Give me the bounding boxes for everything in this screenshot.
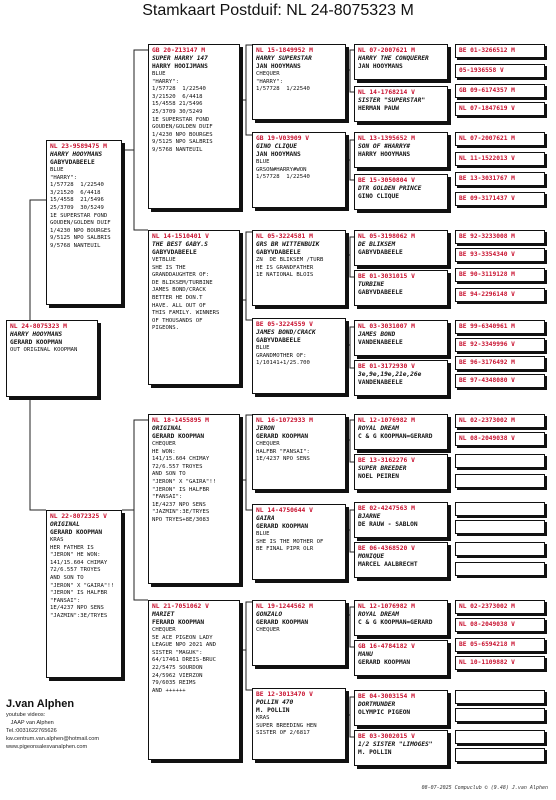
pigeon-card-g4[interactable] (354, 600, 448, 636)
pigeon-name: BJARNE (358, 513, 381, 520)
pigeon-name: ROYAL DREAM (358, 611, 399, 618)
pigeon-card-g4[interactable] (354, 454, 448, 490)
pigeon-ring-g5[interactable]: BE 90-3119128 M (455, 268, 545, 282)
owner-name: JAN HOOYMANS (256, 63, 301, 70)
pigeon-name: 1/2 SISTER "LIMOGES" (358, 741, 433, 748)
pigeon-name: HARRY HOOYMANS (10, 331, 63, 338)
owner-name: FERARD KOOPMAN (152, 619, 205, 626)
pigeon-ring-g5[interactable]: NL 08-2049038 V (455, 618, 545, 632)
pigeon-name: JAMES BOND/CRACK (256, 329, 316, 336)
pigeon-ring-g5[interactable] (455, 730, 545, 744)
ring-number: BE 01-3031015 V (358, 273, 415, 280)
pigeon-name: HARRY HOOYMANS (50, 151, 103, 158)
pigeon-card-g4[interactable] (354, 690, 448, 726)
pigeon-ring-g5[interactable] (455, 502, 545, 516)
pigeon-notes: CHEQUER HE WON: 141/15.604 CHIMAY 72/6.557 TROYES AND SON TO "JERON" X "GAIRA"!! "JERON" IS HALFBR "FANSAI": 1E/4237 NPO SENS "JAZMIN":3E/TRYES NPO TRYES+8E/3083 (152, 441, 216, 523)
pigeon-ring-g5[interactable] (455, 690, 545, 704)
pigeon-card-g4[interactable] (354, 360, 448, 396)
pigeon-name: GONZALO (256, 611, 283, 618)
owner-name: GERARD KOOPMAN (358, 659, 411, 666)
breeder-website[interactable]: www.pigeonsalesvanalphen.com (6, 744, 88, 750)
pigeon-name: MONIQUE (358, 553, 385, 560)
pigeon-name: POLLIN 470 (256, 699, 294, 706)
pigeon-ring-g5[interactable]: BE 93-3354340 V (455, 248, 545, 262)
owner-name: HERMAN PAUW (358, 105, 399, 112)
owner-name: M. POLLIN (358, 749, 392, 756)
owner-name: MARCEL AALBRECHT (358, 561, 418, 568)
pigeon-name: GINO CLIQUE (256, 143, 297, 150)
pigeon-notes: CHEQUER (256, 627, 280, 633)
ring-number: NL 18-1455895 M (152, 417, 209, 424)
owner-name: GERARD KOOPMAN (152, 433, 205, 440)
ring-number: GB 20-Z13147 M (152, 47, 206, 54)
pigeon-ring-g5[interactable]: BE 94-2296148 V (455, 288, 545, 302)
pigeon-ring-g5[interactable] (455, 708, 545, 722)
owner-name: JAN HOOYMANS (256, 151, 301, 158)
pigeon-name: SON OF #HARRY# (358, 143, 411, 150)
pigeon-card-ssd[interactable] (252, 132, 346, 208)
owner-name: GERARD KOOPMAN (10, 339, 63, 346)
pigeon-name: HARRY SUPERSTAR (256, 55, 312, 62)
owner-name: GERARD KOOPMAN (256, 619, 309, 626)
pigeon-ring-g5[interactable]: BE 96-3176492 M (455, 356, 545, 370)
pigeon-card-g4[interactable] (354, 640, 448, 676)
owner-name: NOEL PEIREN (358, 473, 399, 480)
owner-name: GABYVDABEELE (256, 249, 301, 256)
pigeon-notes: BLUE GRSON#HARRY#WON 1/57728 1/22540 (256, 159, 310, 181)
ring-number: NL 12-1076982 M (358, 417, 415, 424)
owner-name: GABYVDABEELE (152, 249, 197, 256)
breeder-name: J.van Alphen (6, 698, 75, 710)
pigeon-name: DTR GOLDEN PRINCE (358, 185, 422, 192)
owner-name: VANDENABEELE (358, 379, 403, 386)
ring-number: NL 22-8072325 V (50, 513, 107, 520)
pigeon-card-dds[interactable] (252, 600, 346, 666)
owner-name: VANDENABEELE (358, 339, 403, 346)
pigeon-notes: BLUE "HARRY": 1/57728 1/22540 3/21520 6/4418 15/4558 21/5496 25/3709 30/5249 1E SUPERSTAR FOND GOUDEN/GOLDEN DUIF 1/4230 NPO BOURGES 9/5125 NPO SALBRIS 9/5768 NANTEUIL (50, 167, 111, 249)
ring-number: BE 01-3172930 V (358, 363, 415, 370)
pigeon-card-g4[interactable] (354, 320, 448, 356)
ring-number: NL 19-1244562 M (256, 603, 313, 610)
pigeon-card-g4[interactable] (354, 730, 448, 766)
ring-number: GB 19-V03909 V (256, 135, 310, 142)
owner-name: C & G KOOPMAN=GERARD (358, 619, 433, 626)
pigeon-name: SUPER HARRY 147 (152, 55, 208, 62)
breeder-info (6, 697, 99, 751)
pigeon-card-ds[interactable] (148, 414, 240, 584)
ring-number: NL 14-4750644 V (256, 507, 313, 514)
pigeon-card-sds[interactable] (252, 230, 346, 306)
pigeon-card-g4[interactable] (354, 44, 448, 80)
pigeon-ring-g5[interactable]: NL 02-2373002 M (455, 414, 545, 428)
ring-number: NL 13-1395652 M (358, 135, 415, 142)
pigeon-card-g4[interactable] (354, 502, 448, 538)
owner-name: JAN HOOYMANS (358, 63, 403, 70)
pigeon-ring-g5[interactable]: GB 09-6174357 M (455, 84, 545, 98)
breeder-email[interactable]: kw.centrum.van.alphen@hotmail.com (6, 736, 100, 742)
page-title: Stamkaart Postduif: NL 24-8075323 M (142, 2, 414, 19)
pigeon-name: DORTMUNDER (358, 701, 396, 708)
pigeon-ring-g5[interactable]: NL 07-2007621 M (455, 132, 545, 146)
pigeon-notes: KRAS HER FATHER IS "JERON" HE WON: 141/15.604 CHIMAY 72/6.557 TROYES AND SON TO "JERON" X "GAIRA"!! "JERON" IS HALFBR "FANSAI": 1E/4237 NPO SENS "JAZMIN":3E/TRYES (50, 537, 114, 619)
ring-number: NL 05-3224581 M (256, 233, 313, 240)
pigeon-name: ORIGINAL (152, 425, 182, 432)
pigeon-card-sd[interactable] (148, 230, 240, 385)
pigeon-card-g4[interactable] (354, 230, 448, 266)
pigeon-name: ROYAL DREAM (358, 425, 399, 432)
pigeon-notes: BLUE GRANDMOTHER OF: 1/10141+1/25.700 (256, 345, 310, 367)
ring-number: NL 15-1849952 M (256, 47, 313, 54)
pigeon-notes: VETBLUE SHE IS THE GRANDDAUGHTER OF: DE BLIKSEM/TURBINE JAMES BOND/CRACK BETTER HE DON.T HAVE. ALL OUT OF THIS FAMILY. WINNERS OF THOUSANDS OF PIGEONS. (152, 257, 220, 332)
ring-number: BE 03-3002015 V (358, 733, 415, 740)
pigeon-ring-g5[interactable]: BE 97-4348080 V (455, 374, 545, 388)
pigeon-notes: KRAS SUPER BREEDING HEN SISTER OF 2/6817 (256, 715, 317, 737)
ring-number: BE 02-4247563 M (358, 505, 415, 512)
pigeon-card-sire[interactable] (46, 140, 122, 305)
ring-number: NL 05-3198062 M (358, 233, 415, 240)
pigeon-ring-g5[interactable] (455, 748, 545, 762)
ring-number: BE 12-3013470 V (256, 691, 313, 698)
ring-number: NL 07-2007621 M (358, 47, 415, 54)
pigeon-ring-g5[interactable]: BE 09-3171437 V (455, 192, 545, 206)
pigeon-card-dam[interactable] (46, 510, 122, 678)
ring-number: NL 21-7051062 V (152, 603, 209, 610)
pigeon-name: HARRY THE CONQUERER (358, 55, 429, 62)
pigeon-ring-g5[interactable] (455, 454, 545, 468)
pigeon-name: SUPER BREEDER (358, 465, 407, 472)
owner-name: GABYVDABEELE (358, 289, 403, 296)
pigeon-notes: CHEQUER "HARRY": 1/57728 1/22540 (256, 71, 310, 93)
pigeon-name: MANU (358, 651, 373, 658)
ring-number: NL 14-1510401 V (152, 233, 209, 240)
pigeon-name: DE BLIKSEM (358, 241, 396, 248)
pigeon-card-dd[interactable] (148, 600, 240, 760)
pigeon-ring-g5[interactable]: BE 05-6594218 M (455, 638, 545, 652)
ring-number: NL 03-3031007 M (358, 323, 415, 330)
owner-name: OLYMPIC PIGEON (358, 709, 411, 716)
pigeon-card-main[interactable] (6, 320, 98, 397)
pigeon-notes: BLUE SHE IS THE MOTHER OF BE FINAL PIPR OLR (256, 531, 324, 553)
owner-name: GABYVDABEELE (256, 337, 301, 344)
ring-number: BE 05-3224559 V (256, 321, 313, 328)
pigeon-ring-g5[interactable] (455, 542, 545, 556)
pigeon-ring-g5[interactable]: NL 10-1109882 V (455, 656, 545, 670)
pigeon-ring-g5[interactable]: NL 11-1522013 V (455, 152, 545, 166)
pigeon-name: TURBINE (358, 281, 385, 288)
pigeon-name: SISTER "SUPERSTAR" (358, 97, 426, 104)
pigeon-ring-g5[interactable]: BE 01-3266512 M (455, 44, 545, 58)
pigeon-name: 3e,9e,19e,21e,26e (358, 371, 422, 378)
pigeon-card-g4[interactable] (354, 270, 448, 306)
pigeon-name: GAIRA (256, 515, 275, 522)
breeder-line: JAAP van Alphen (6, 720, 54, 726)
ring-number: NL 14-1768214 V (358, 89, 415, 96)
pigeon-notes: OUT ORIGINAL KOOPMAN (10, 347, 78, 353)
pigeon-ring-g5[interactable] (455, 520, 545, 534)
ring-number: NL 24-8075323 M (10, 323, 67, 330)
ring-number: BE 06-4368520 V (358, 545, 415, 552)
pigeon-ring-g5[interactable] (455, 562, 545, 576)
pigeon-ring-g5[interactable]: NL 07-1847619 V (455, 102, 545, 116)
ring-number: GB 16-4784182 V (358, 643, 415, 650)
pigeon-ring-g5[interactable]: BE 13-3031767 M (455, 172, 545, 186)
pigeon-name: ORIGINAL (50, 521, 80, 528)
owner-name: M. POLLIN (256, 707, 290, 714)
print-info: 08-07-2025 Compuclub © (9.48) J.van Alphen (421, 785, 548, 791)
pigeon-card-sdd[interactable] (252, 318, 346, 394)
pigeon-notes: CHEQUER HALFBR "FANSAI": 1E/4237 NPO SENS (256, 441, 310, 463)
pigeon-ring-g5[interactable]: 05-1936558 V (455, 64, 545, 78)
ring-number: NL 12-1076982 M (358, 603, 415, 610)
pigeon-name: JAMES BOND (358, 331, 396, 338)
owner-name: GERARD KOOPMAN (50, 529, 103, 536)
breeder-phone: Tel.:0031622765626 (6, 728, 57, 734)
pigeon-card-g4[interactable] (354, 132, 448, 168)
pigeon-card-g4[interactable] (354, 414, 448, 450)
owner-name: GABYVDABEELE (358, 249, 403, 256)
pigeon-card-g4[interactable] (354, 86, 448, 122)
pigeon-name: MARIET (152, 611, 175, 618)
pigeon-ring-g5[interactable]: NL 08-2049038 V (455, 432, 545, 446)
owner-name: GABYVDABEELE (50, 159, 95, 166)
owner-name: HARRY HOOIJMANS (152, 63, 208, 70)
owner-name: GERARD KOOPMAN (256, 433, 309, 440)
owner-name: GERARD KOOPMAN (256, 523, 309, 530)
owner-name: GINO CLIQUE (358, 193, 399, 200)
pigeon-ring-g5[interactable]: BE 99-6340961 M (455, 320, 545, 334)
owner-name: HARRY HOOYMANS (358, 151, 411, 158)
pigeon-card-ddd[interactable] (252, 688, 346, 760)
ring-number: BE 04-3003154 M (358, 693, 415, 700)
owner-name: DE RAUW - SABLON (358, 521, 418, 528)
pigeon-ring-g5[interactable]: NL 02-2373002 M (455, 600, 545, 614)
pigeon-notes: CHEQUER 5E ACE PIGEON LADY LEAGUE NPO 2021 AND SISTER "MAGUK": 64/17461 DREIS-BRUC 22/5475 SOURDON 24/5962 VIERZON 79/6035 REIMS AND ++++++ (152, 627, 216, 694)
ring-number: BE 13-3162276 V (358, 457, 415, 464)
ring-number: BE 15-3050804 V (358, 177, 415, 184)
pigeon-notes: ZN DE BLIKSEM /TURB HE IS GRANDFATHER 1E NATIONAL BLOIS (256, 257, 324, 279)
pigeon-notes: BLUE "HARRY": 1/57728 1/22540 3/21520 6/4418 15/4558 21/5496 25/3709 30/5249 1E SUPERSTAR FOND GOUDEN/GOLDEN DUIF 1/4230 NPO BOURGES 9/5125 NPO SALBRIS 9/5768 NANTEUIL (152, 71, 213, 153)
pigeon-card-g4[interactable] (354, 174, 448, 210)
pigeon-card-sss[interactable] (252, 44, 346, 120)
pigeon-card-dss[interactable] (252, 414, 346, 490)
pigeon-ring-g5[interactable] (455, 474, 545, 488)
pigeon-ring-g5[interactable]: BE 92-3233008 M (455, 230, 545, 244)
pigeon-name: JERON (256, 425, 275, 432)
pigeon-ring-g5[interactable]: BE 92-3349996 V (455, 338, 545, 352)
ring-number: NL 23-9589475 M (50, 143, 107, 150)
pigeon-name: THE BEST GABY.S (152, 241, 208, 248)
pigeon-card-dsd[interactable] (252, 504, 346, 580)
owner-name: C & G KOOPMAN=GERARD (358, 433, 433, 440)
pigeon-card-ss[interactable] (148, 44, 240, 209)
breeder-line: youtube videos: (6, 712, 46, 718)
pigeon-card-g4[interactable] (354, 542, 448, 578)
ring-number: NL 16-1072933 M (256, 417, 313, 424)
pigeon-name: GRS BR WITTENBUIK (256, 241, 320, 248)
